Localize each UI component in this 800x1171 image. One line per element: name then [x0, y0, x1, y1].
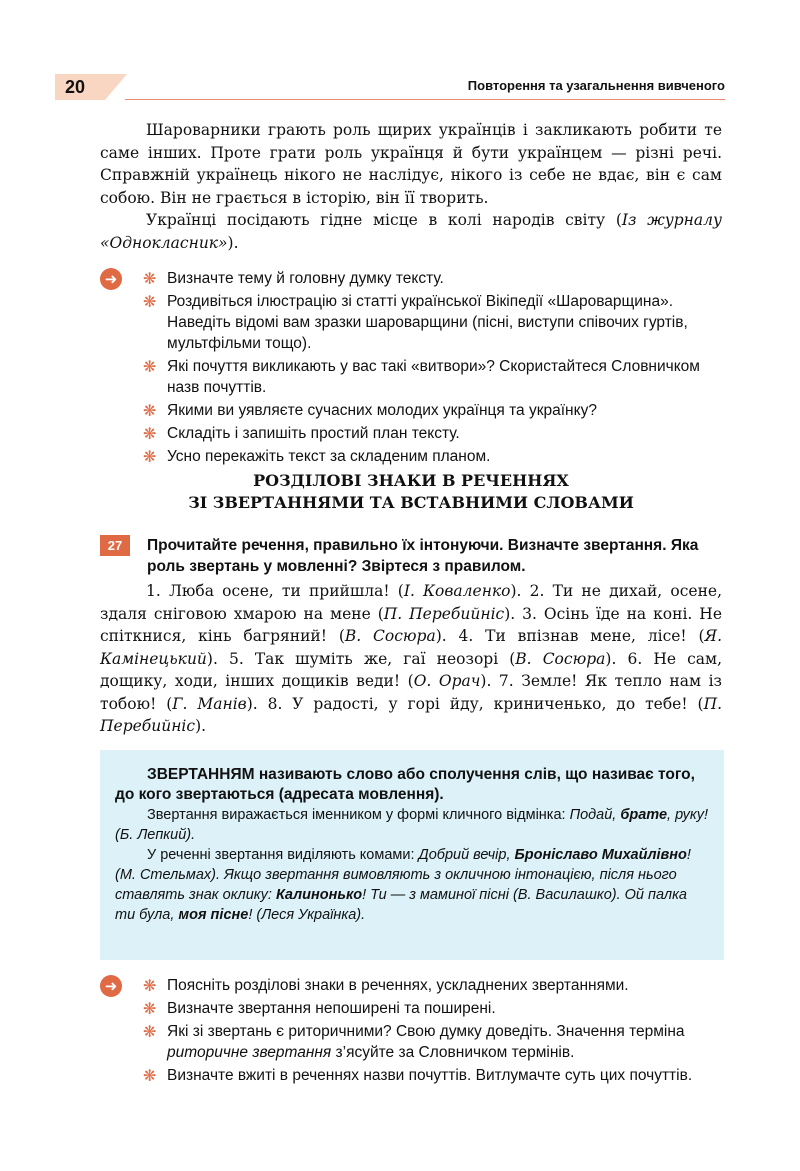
rule-term: ЗВЕРТАННЯМ	[147, 766, 255, 783]
task-item: ❋ Визначте звертання непоширені та поширені.	[143, 999, 496, 1018]
task-list-1	[143, 268, 723, 469]
sentence: 8. У радості, у горі йду, криниченько, до тебе! (П. Перебийніс).	[100, 694, 723, 735]
asterisk-bullet-icon: ❋	[143, 1066, 157, 1085]
sentence: 1. Люба осене, ти прийшла! (І. Коваленко).	[146, 582, 530, 600]
task-item: ❋ Визначте вжиті в реченнях назви почуттів. Витлумачте суть цих почуттів.	[143, 1066, 693, 1085]
exercise-number: 27	[100, 535, 130, 556]
task-item: ❋ Поясніть розділові знаки в реченнях, ускладнених звертаннями.	[143, 976, 629, 995]
arrow-right-icon: ➜	[100, 975, 122, 997]
task-item: ❋ Якими ви уявляєте сучасних молодих українця та українку?	[143, 401, 597, 420]
asterisk-bullet-icon: ❋	[143, 424, 157, 443]
arrow-right-icon: ➜	[100, 268, 122, 290]
section-title-line-1: РОЗДІЛОВІ ЗНАКИ В РЕЧЕННЯХ	[253, 471, 569, 490]
rule-paragraph-1: Звертання виражається іменником у формі кличного відмінка: Подай, брате, руку! (Б. Лепкий).	[115, 807, 709, 843]
page-number: 20	[65, 77, 86, 97]
task-item: ❋ Роздивіться ілюстрацію зі статті української Вікіпедії «Шароварщина». Наведіть відомі вам зразки шароварщини (пісні, виступи співочих гуртів, мультфільми тощо).	[143, 292, 688, 352]
header-rule	[125, 99, 725, 100]
exercise-sentences	[100, 580, 722, 738]
sentence: 7. Земле! Як тепло нам із тобою! (Г. Манів).	[100, 672, 722, 713]
asterisk-bullet-icon: ❋	[143, 357, 157, 376]
asterisk-bullet-icon: ❋	[143, 401, 157, 420]
section-title-line-2: ЗІ ЗВЕРТАННЯМИ ТА ВСТАВНИМИ СЛОВАМИ	[188, 493, 634, 512]
asterisk-bullet-icon: ❋	[143, 1022, 157, 1041]
task-list-2	[143, 975, 723, 1088]
rule-paragraph-2: У реченні звертання виділяють комами: Добрий вечір, Броніславо Михайлівно! (М. Стельмах). Якщо звертання вимовляють з окличною інтонацією, після нього ставлять знак оклику: Калинонько! Ти — з маминої пісні (В. Василашко). Ой палка ти була, моя пісне! (Леся Українка).	[115, 847, 691, 923]
asterisk-bullet-icon: ❋	[143, 292, 157, 311]
task-item: ❋ Складіть і запишіть простий план тексту.	[143, 424, 460, 443]
running-title: Повторення та узагальнення вивченого	[467, 78, 725, 93]
sentence: 3. Осінь їде на коні. Не спіткнися, кінь багряний! (В. Сосюра).	[100, 604, 722, 645]
asterisk-bullet-icon: ❋	[143, 269, 157, 288]
asterisk-bullet-icon: ❋	[143, 976, 157, 995]
sentence: 4. Ти впізнав мене, лісе! (Я. Камінецький).	[100, 627, 722, 668]
sentence: 6. Не сам, дощику, ходи, інших дощиків веди! (О. Орач).	[100, 649, 722, 690]
page-header	[55, 74, 725, 100]
sentence: 5. Так шуміть же, гаї неозорі (В. Сосюра).	[228, 649, 628, 668]
intro-source: Із журналу «Однокласник»	[100, 211, 722, 252]
task-item: ❋ Визначте тему й головну думку тексту.	[143, 269, 444, 288]
asterisk-bullet-icon: ❋	[143, 447, 157, 466]
exercise-task: Прочитайте речення, правильно їх інтонуючи. Визначте звертання. Яка роль звертань у мовленні? Звіртеся з правилом.	[147, 537, 699, 575]
task-item: ❋ Усно перекажіть текст за складеним планом.	[143, 447, 491, 466]
asterisk-bullet-icon: ❋	[143, 999, 157, 1018]
task-item: ❋ Які почуття викликають у вас такі «витвори»? Скористайтеся Словничком назв почуттів.	[143, 357, 700, 396]
task-item: ❋ Які зі звертань є риторичними? Свою думку доведіть. Значення терміна риторичне звертання з’ясуйте за Словничком термінів.	[143, 1022, 685, 1061]
rule-definition: ЗВЕРТАННЯМ називають слово або сполучення слів, що називає того, до кого звертаються (адресата мовлення).	[115, 766, 695, 803]
rule-box	[100, 750, 724, 960]
section-title	[100, 470, 722, 514]
intro-paragraph-2: Українці посідають гідне місце в колі народів світу (Із журналу «Однокласник»).	[100, 211, 722, 252]
intro-paragraph-1: Шароварники грають роль щирих українців і закликають робити те саме інших. Проте грати роль українця й бути українцем — різні речі. Справжній українець нікого не наслідує, нікого із себе не вдає, він є сам собою. Він не грається в історію, він її творить.	[100, 121, 722, 207]
sentence: 2. Ти не дихай, осене, здаля сніговою хмарою на мене (П. Перебийніс).	[100, 582, 722, 623]
page-number-tab-tip	[105, 74, 127, 100]
intro-text	[100, 119, 722, 254]
